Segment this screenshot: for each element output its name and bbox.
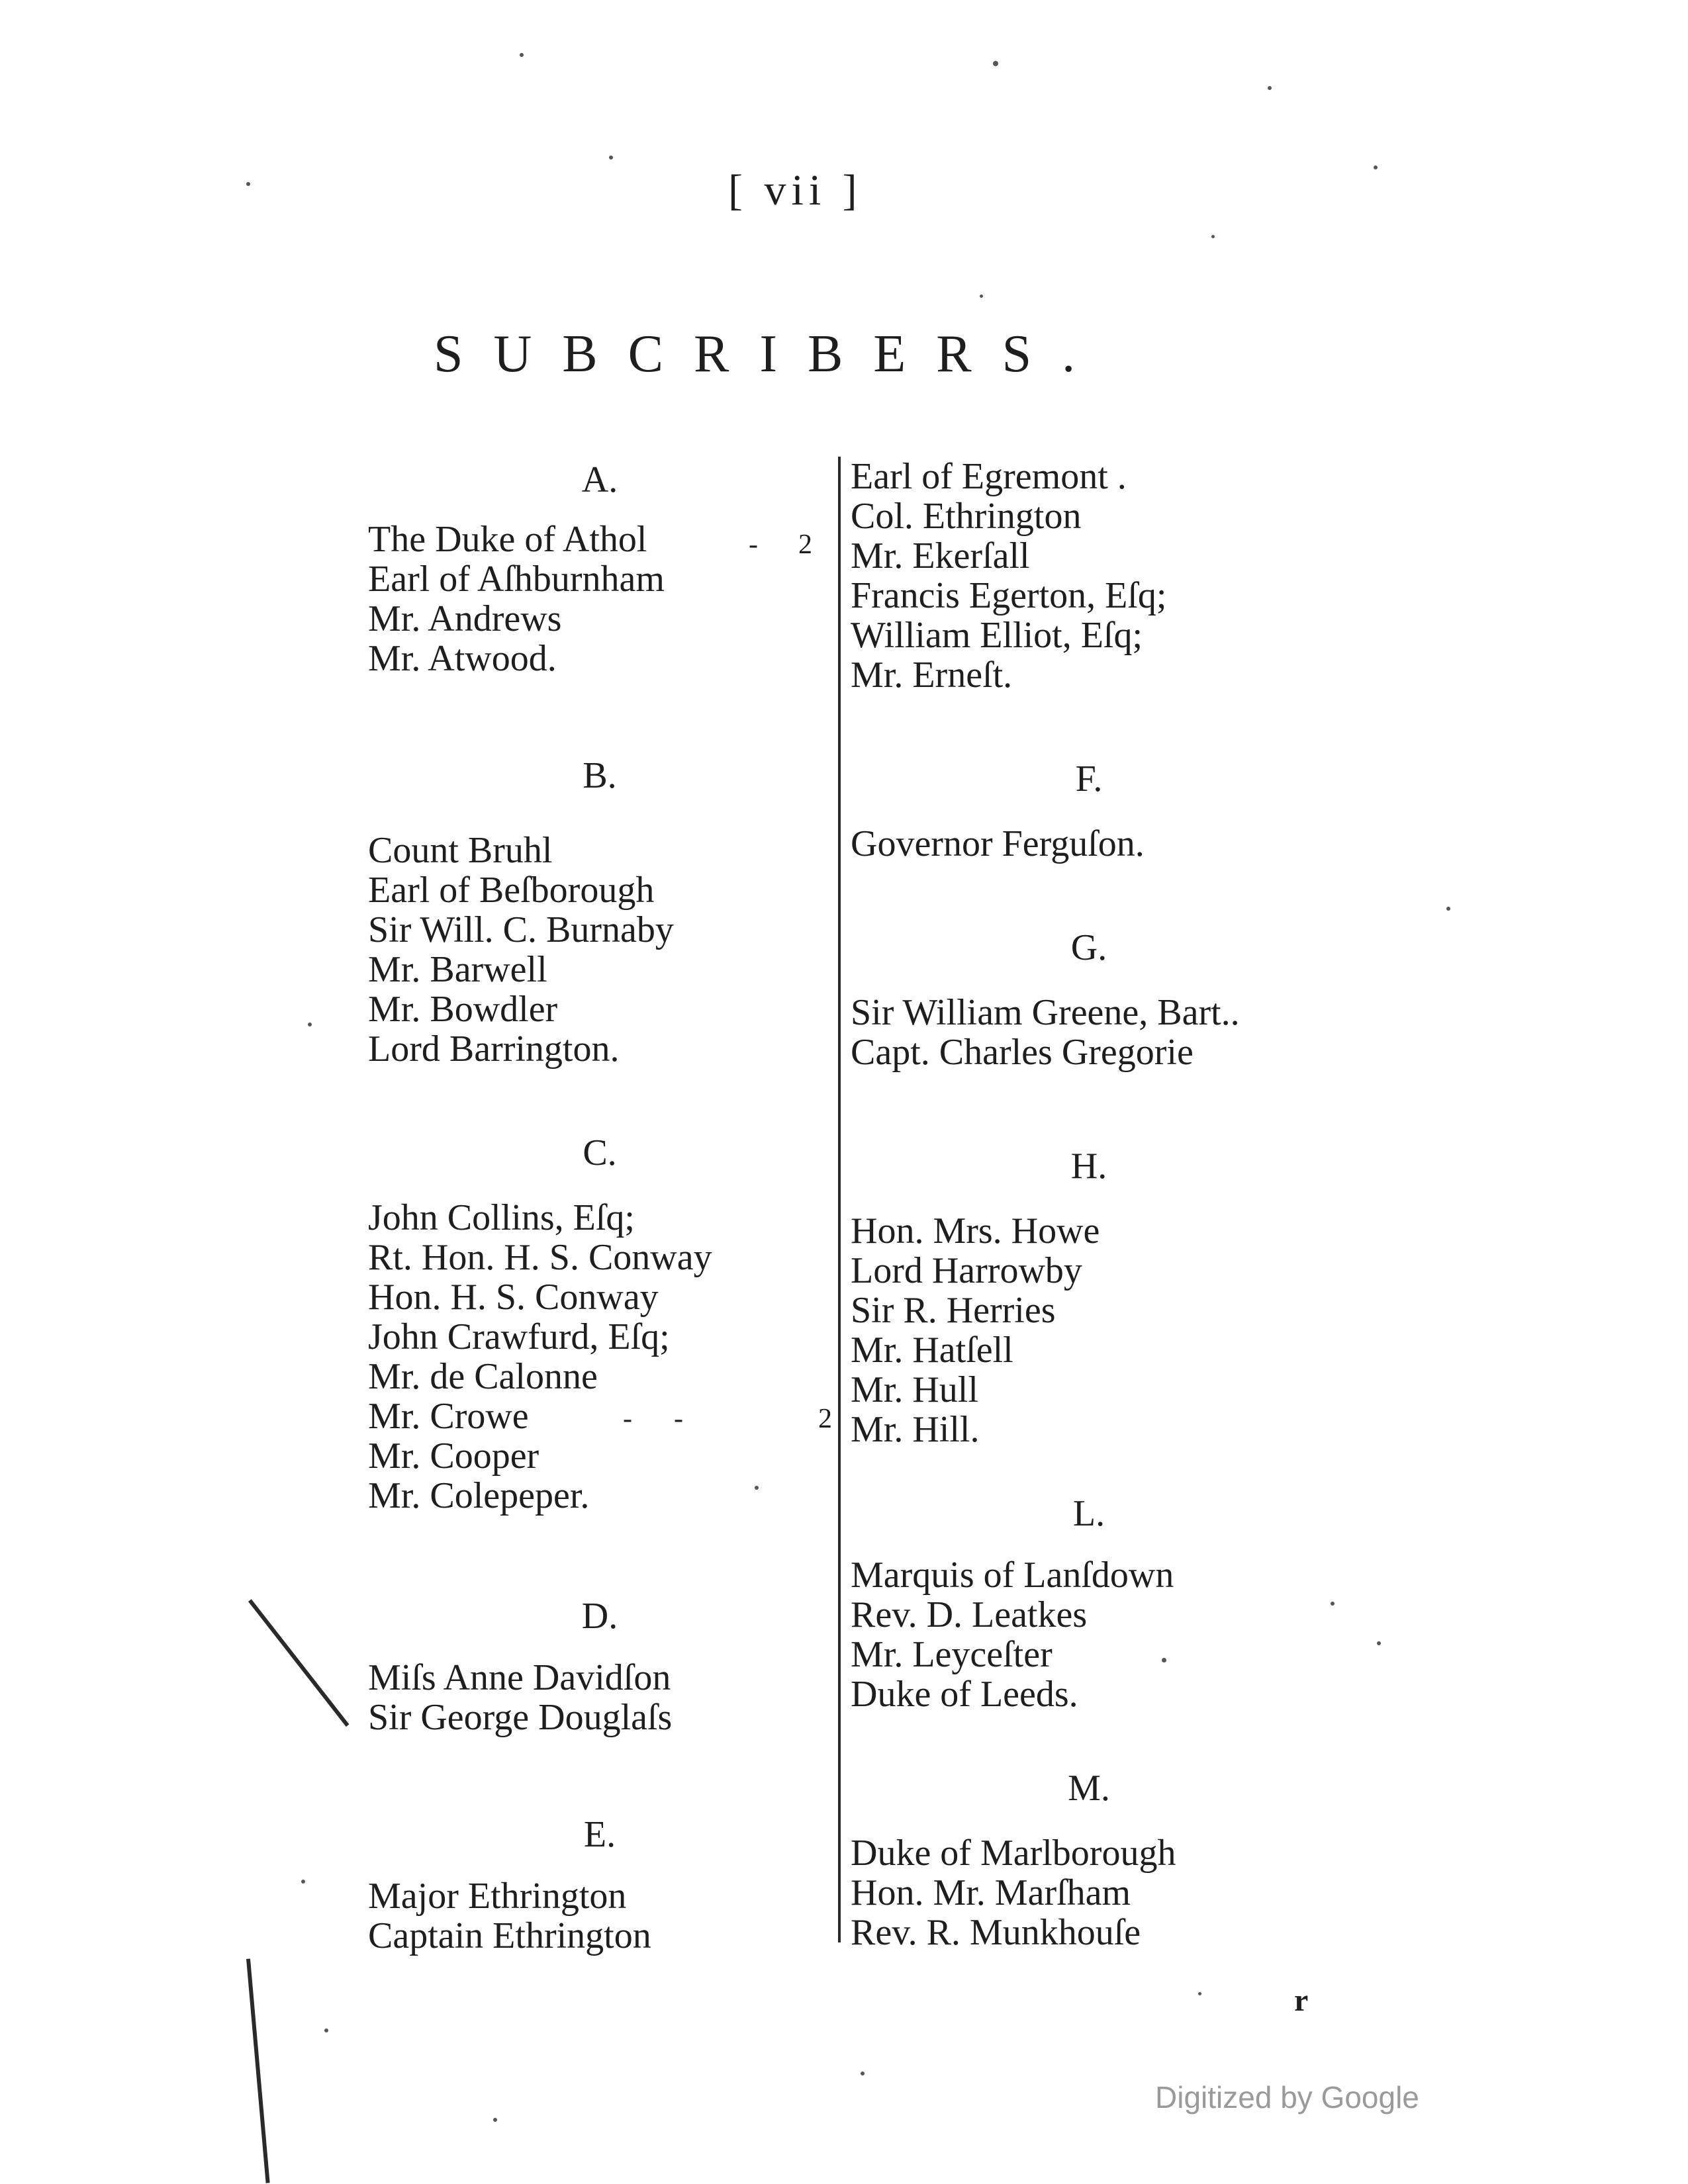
- subscriber-entry: Mr. de Calonne: [368, 1356, 598, 1397]
- subscriber-entry: [368, 1396, 832, 1437]
- column-divider: [838, 457, 841, 1942]
- subscriber-entry: Capt. Charles Gregorie: [851, 1032, 1194, 1073]
- scan-speck: [609, 156, 613, 159]
- section-letter-h: H.: [1070, 1146, 1107, 1187]
- subscriber-entry: Mr. Erneſt.: [851, 655, 1013, 696]
- subscriber-entry: Sir R. Herries: [851, 1290, 1056, 1331]
- subscriber-entry: Mr. Barwell: [368, 949, 547, 990]
- scan-speck: [301, 1880, 305, 1884]
- copy-count: 2: [798, 529, 812, 560]
- subscriber-entry: Hon. H. S. Conway: [368, 1277, 659, 1318]
- subscriber-entry: Mr. Cooper: [368, 1435, 539, 1477]
- subscriber-entry: Earl of Egremont .: [851, 456, 1127, 497]
- subscriber-entry: John Crawfurd, Eſq;: [368, 1316, 670, 1357]
- scan-speck: [755, 1486, 759, 1490]
- section-letter-d: D.: [581, 1596, 618, 1637]
- subscriber-entry: Hon. Mr. Marſham: [851, 1872, 1131, 1913]
- dash-mark: -: [749, 529, 758, 560]
- subscriber-entry: Sir Will. C. Burnaby: [368, 909, 674, 950]
- subscriber-name: Mr. Crowe: [368, 1396, 529, 1437]
- subscriber-entry: Sir George Douglaſs: [368, 1697, 673, 1738]
- scan-speck: [1268, 86, 1272, 90]
- scan-speck: [861, 2071, 865, 2075]
- page-number: [ vii ]: [728, 166, 863, 214]
- subscriber-entry: Marquis of Lanſdown: [851, 1555, 1174, 1596]
- scan-speck: [246, 182, 250, 186]
- subscriber-entry: Earl of Aſhburnham: [368, 559, 665, 600]
- margin-ink-stroke: [246, 1958, 270, 2183]
- section-letter-l: L.: [1072, 1493, 1105, 1534]
- subscriber-entry: Governor Ferguſon.: [851, 823, 1145, 864]
- section-letter-g: G.: [1070, 927, 1107, 968]
- section-letter-a: A.: [581, 459, 618, 500]
- scan-speck: [308, 1023, 312, 1026]
- scan-speck: [1211, 235, 1215, 238]
- margin-ink-stroke: [248, 1599, 349, 1727]
- scan-speck: [1446, 907, 1450, 911]
- subscriber-entry: Rt. Hon. H. S. Conway: [368, 1237, 712, 1278]
- subscriber-entry: Count Bruhl: [368, 830, 553, 871]
- section-letter-f: F.: [1075, 758, 1103, 799]
- scan-speck: [1377, 1641, 1381, 1645]
- scan-speck: [520, 53, 524, 57]
- subscriber-entry: Mr. Hill.: [851, 1409, 980, 1450]
- section-letter-c: C.: [583, 1132, 617, 1173]
- subscriber-entry: Captain Ethrington: [368, 1915, 651, 1956]
- subscriber-entry: Miſs Anne Davidſon: [368, 1657, 671, 1698]
- subscriber-entry: Lord Harrowby: [851, 1250, 1082, 1291]
- scan-speck: [493, 2118, 497, 2122]
- section-letter-b: B.: [583, 755, 617, 796]
- subscriber-entry: Rev. D. Leatkes: [851, 1594, 1088, 1635]
- scan-speck: [993, 61, 998, 66]
- subscriber-entry: Earl of Beſborough: [368, 870, 655, 911]
- subscriber-entry: William Elliot, Eſq;: [851, 615, 1143, 656]
- copy-count: 2: [818, 1404, 832, 1434]
- subscriber-entry: Mr. Ekerſall: [851, 535, 1030, 576]
- subscriber-entry: Duke of Marlborough: [851, 1833, 1176, 1874]
- subscriber-entry: Mr. Atwood.: [368, 638, 557, 679]
- scan-speck: [1198, 1992, 1201, 1995]
- subscriber-entry: Rev. R. Munkhouſe: [851, 1912, 1141, 1953]
- subscriber-entry: Mr. Andrews: [368, 598, 562, 639]
- scan-speck: [980, 295, 983, 298]
- subscriber-entry: Mr. Hull: [851, 1369, 978, 1410]
- subscriber-entry: Major Ethrington: [368, 1876, 627, 1917]
- subscriber-entry: Francis Egerton, Eſq;: [851, 575, 1167, 616]
- subscriber-entry: Lord Barrington.: [368, 1028, 620, 1069]
- scan-speck: [324, 2028, 328, 2032]
- catchword: r: [1294, 1983, 1309, 2018]
- subscriber-entry: Duke of Leeds.: [851, 1674, 1078, 1715]
- scan-speck: [1162, 1658, 1166, 1662]
- page-title: SUBCRIBERS.: [434, 325, 1106, 383]
- scan-speck: [1331, 1602, 1335, 1606]
- subscriber-entry: Hon. Mrs. Howe: [851, 1210, 1100, 1251]
- subscriber-entry: [368, 519, 812, 560]
- section-letter-m: M.: [1068, 1768, 1110, 1809]
- subscriber-entry: Mr. Hatſell: [851, 1330, 1013, 1371]
- subscriber-entry: John Collins, Eſq;: [368, 1197, 635, 1238]
- subscriber-entry: Col. Ethrington: [851, 496, 1082, 537]
- section-letter-e: E.: [583, 1814, 616, 1855]
- subscriber-entry: Mr. Bowdler: [368, 989, 558, 1030]
- subscriber-entry: Mr. Leyceſter: [851, 1634, 1053, 1675]
- scan-speck: [1374, 165, 1378, 169]
- digitization-watermark: Digitized by Google: [1155, 2080, 1419, 2115]
- subscriber-entry: Sir William Greene, Bart..: [851, 992, 1240, 1033]
- dash-mark: - -: [623, 1404, 683, 1434]
- subscriber-name: The Duke of Athol: [368, 519, 647, 560]
- subscriber-entry: Mr. Colepeper.: [368, 1475, 590, 1516]
